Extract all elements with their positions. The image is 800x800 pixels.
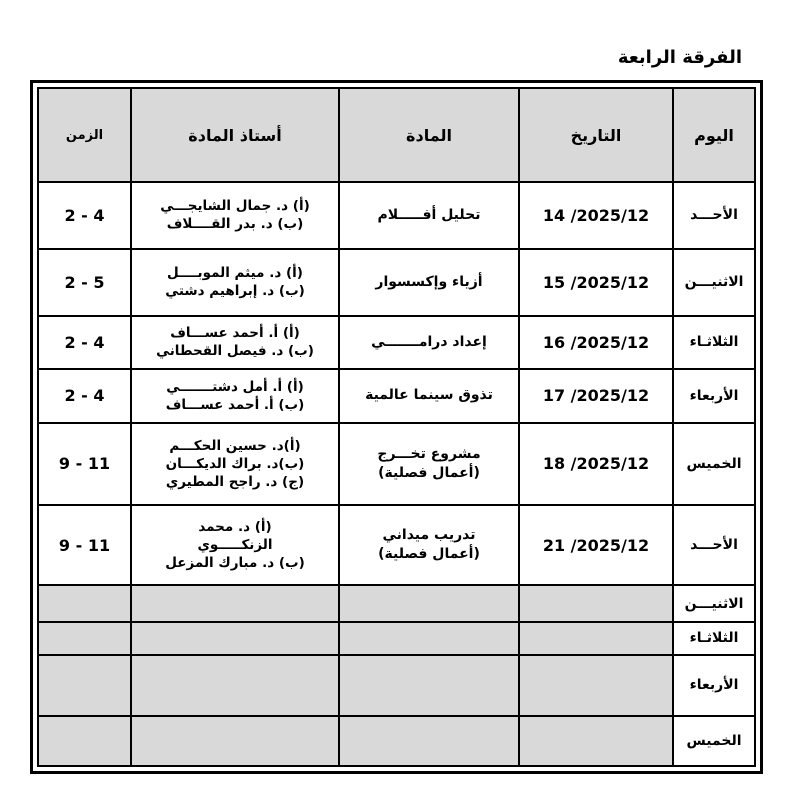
empty-cell: [131, 622, 339, 655]
header-time: الزمن: [38, 88, 131, 182]
header-subject: المادة: [339, 88, 519, 182]
professor-line: (أ) د. محمد: [198, 518, 272, 535]
date-cell: 2025/12/ 15: [519, 249, 673, 317]
table-row-empty: [38, 655, 755, 716]
date-cell: 2025/12/ 16: [519, 316, 673, 368]
professor-line: الزنكـــــوي: [197, 536, 273, 553]
empty-cell: [131, 716, 339, 767]
empty-cell: [131, 585, 339, 621]
time-cell: 9 - 11: [38, 505, 131, 586]
header-date: التاريخ: [519, 88, 673, 182]
subject-line: إعداد درامـــــــي: [371, 333, 487, 350]
table-row: [38, 423, 755, 505]
header-day: اليوم: [673, 88, 755, 182]
time-cell: 2 - 4: [38, 316, 131, 368]
date-cell: 2025/12/ 21: [519, 505, 673, 586]
day-cell: الاثنيـــن: [673, 585, 755, 621]
professor-line: (ب) د. بدر القــــلاف: [166, 216, 304, 233]
header-row: [38, 88, 755, 182]
subject-cell: [339, 505, 519, 586]
day-cell: الخميس: [673, 716, 755, 767]
subject-line: تذوق سينما عالمية: [365, 387, 493, 404]
date-cell: 2025/12/ 18: [519, 423, 673, 505]
empty-cell: [38, 655, 131, 716]
date-cell: 2025/12/ 17: [519, 369, 673, 423]
day-cell: الأربعاء: [673, 369, 755, 423]
professor-cell: [131, 369, 339, 423]
time-cell: 2 - 4: [38, 369, 131, 423]
subject-cell: [339, 182, 519, 249]
professor-line: (أ)د. حسين الحكـــم: [169, 437, 301, 454]
header-professor: أستاذ المادة: [131, 88, 339, 182]
empty-cell: [519, 585, 673, 621]
professor-line: (أ) أ. أمل دشتـــــــي: [166, 378, 304, 395]
day-cell: الاثنيـــن: [673, 249, 755, 317]
empty-cell: [339, 585, 519, 621]
professor-line: (ب) د. فيصل القحطاني: [156, 343, 314, 360]
day-cell: الأربعاء: [673, 655, 755, 716]
professor-cell: [131, 316, 339, 368]
subject-cell: [339, 369, 519, 423]
table-row-empty: [38, 716, 755, 767]
professor-cell: [131, 182, 339, 249]
page-title: الفرقة الرابعة: [617, 47, 742, 68]
subject-cell: [339, 423, 519, 505]
empty-cell: [339, 622, 519, 655]
table-row: [38, 505, 755, 586]
professor-line: (ب) د. إبراهيم دشتي: [165, 283, 305, 300]
professor-cell: [131, 505, 339, 586]
day-cell: الخميس: [673, 423, 755, 505]
subject-line: (أعمال فصلية): [378, 464, 480, 481]
table-row: [38, 249, 755, 317]
time-cell: 2 - 4: [38, 182, 131, 249]
subject-cell: [339, 249, 519, 317]
professor-line: (ب) د. مبارك المزعل: [165, 555, 305, 572]
subject-line: تحليل أفـــــلام: [377, 206, 481, 223]
empty-cell: [38, 585, 131, 621]
professor-cell: [131, 423, 339, 505]
professor-line: (أ) أ. أحمد عســـاف: [170, 325, 300, 342]
professor-line: (ب)د. براك الديكـــان: [165, 455, 305, 472]
day-cell: الثلاثـاء: [673, 622, 755, 655]
schedule-table: [37, 87, 756, 767]
time-cell: 2 - 5: [38, 249, 131, 317]
empty-cell: [131, 655, 339, 716]
day-cell: الأحـــد: [673, 505, 755, 586]
empty-cell: [38, 716, 131, 767]
professor-line: (أ) د. جمال الشايجـــي: [160, 198, 310, 215]
table-row: [38, 316, 755, 368]
professor-cell: [131, 249, 339, 317]
table-row: [38, 182, 755, 249]
professor-line: (أ) د. ميثم الموبــــل: [167, 265, 303, 282]
table-row-empty: [38, 622, 755, 655]
empty-cell: [519, 716, 673, 767]
subject-line: تدريب ميداني: [382, 527, 476, 544]
day-cell: الثلاثـاء: [673, 316, 755, 368]
empty-cell: [339, 716, 519, 767]
subject-line: مشروع تخـــرج: [377, 445, 481, 462]
date-cell: 2025/12/ 14: [519, 182, 673, 249]
professor-line: (ب) أ. أحمد عســـاف: [165, 396, 305, 413]
table-row: [38, 369, 755, 423]
time-cell: 9 - 11: [38, 423, 131, 505]
subject-cell: [339, 316, 519, 368]
subject-line: أزياء وإكسسوار: [375, 273, 483, 290]
day-cell: الأحـــد: [673, 182, 755, 249]
schedule-table-frame: [30, 80, 763, 774]
empty-cell: [339, 655, 519, 716]
empty-cell: [38, 622, 131, 655]
empty-cell: [519, 655, 673, 716]
subject-line: (أعمال فصلية): [378, 546, 480, 563]
empty-cell: [519, 622, 673, 655]
professor-line: (ج) د. راجح المطيري: [165, 473, 305, 490]
table-row-empty: [38, 585, 755, 621]
